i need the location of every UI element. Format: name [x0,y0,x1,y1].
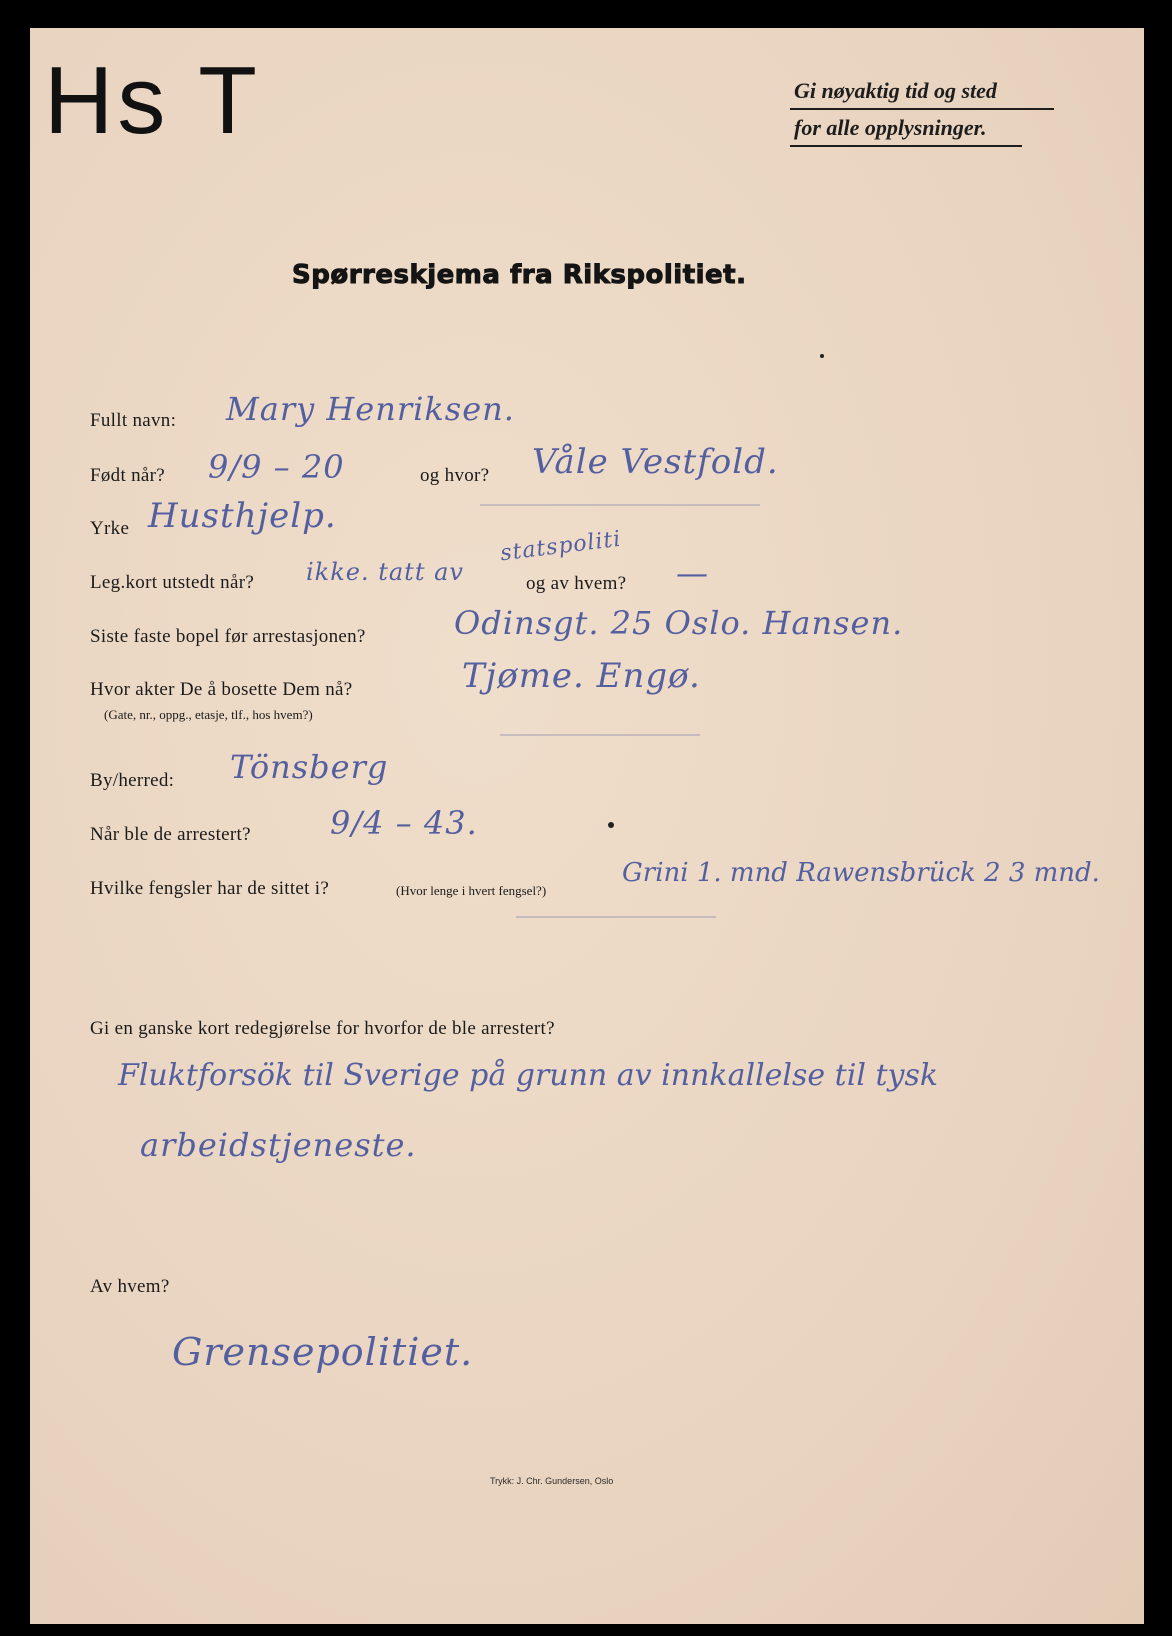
form-sheet [30,28,1144,1624]
born-where-label: og hvor? [420,465,490,486]
full-name-value: Mary Henriksen. [226,390,515,428]
reason-label: Gi en ganske kort redegjørelse for hvorfor de ble arrestert? [90,1018,555,1039]
prisons-line [516,916,716,918]
notice-line2: for alle opplysninger. [794,115,987,140]
arrested-when-label: Når ble de arrestert? [90,824,251,845]
prisons-hint: (Hvor lenge i hvert fengsel?) [396,883,547,898]
full-name-label: Fullt navn: [90,410,177,431]
id-card-when-extra: statspoliti [498,526,623,567]
id-card-when-label: Leg.kort utstedt når? [90,572,255,593]
notice-rule-2 [790,145,1022,147]
town-label: By/herred: [90,770,175,791]
reason-line1: Fluktforsök til Sverige på grunn av innkallelse til tysk [118,1058,939,1093]
occupation-value: Husthjelp. [148,496,337,536]
notice-rule-1 [790,108,1054,110]
occupation-label: Yrke [90,518,130,539]
born-where-value: Våle Vestfold. [532,442,779,482]
settle-where-line [500,734,700,736]
settle-where-value: Tjøme. Engø. [462,656,701,696]
printer-imprint: Trykk: J. Chr. Gundersen, Oslo [490,1476,614,1486]
corner-initials: Hs T [44,47,261,154]
form-title: Spørreskjema fra Rikspolitiet. [292,260,747,290]
arrested-when-value: 9/4 – 43. [330,804,478,842]
id-card-when-value: ikke. tatt av [306,558,464,586]
born-where-line [480,504,760,506]
born-when-label: Født når? [90,465,165,486]
prisons-value: Grini 1. mnd Rawensbrück 2 3 mnd. [622,858,1100,888]
reason-line2: arbeidstjeneste. [140,1126,417,1164]
town-value: Tönsberg [230,748,389,786]
last-address-label: Siste faste bopel før arrestasjonen? [90,626,366,647]
ink-dot [820,354,824,358]
born-when-value: 9/9 – 20 [208,448,345,486]
prisons-label: Hvilke fengsler har de sittet i? [90,878,330,899]
id-card-by-whom-label: og av hvem? [526,573,627,594]
settle-where-hint: (Gate, nr., oppg., etasje, tlf., hos hvem?) [104,707,313,722]
id-card-by-whom-value: — [676,554,709,592]
ink-dot-2 [608,822,614,828]
notice-line1: Gi nøyaktig tid og sted [794,78,997,103]
last-address-value: Odinsgt. 25 Oslo. Hansen. [454,604,904,642]
settle-where-label: Hvor akter De å bosette Dem nå? [90,679,353,700]
by-whom-label: Av hvem? [90,1276,170,1297]
by-whom-value: Grensepolitiet. [172,1330,474,1374]
